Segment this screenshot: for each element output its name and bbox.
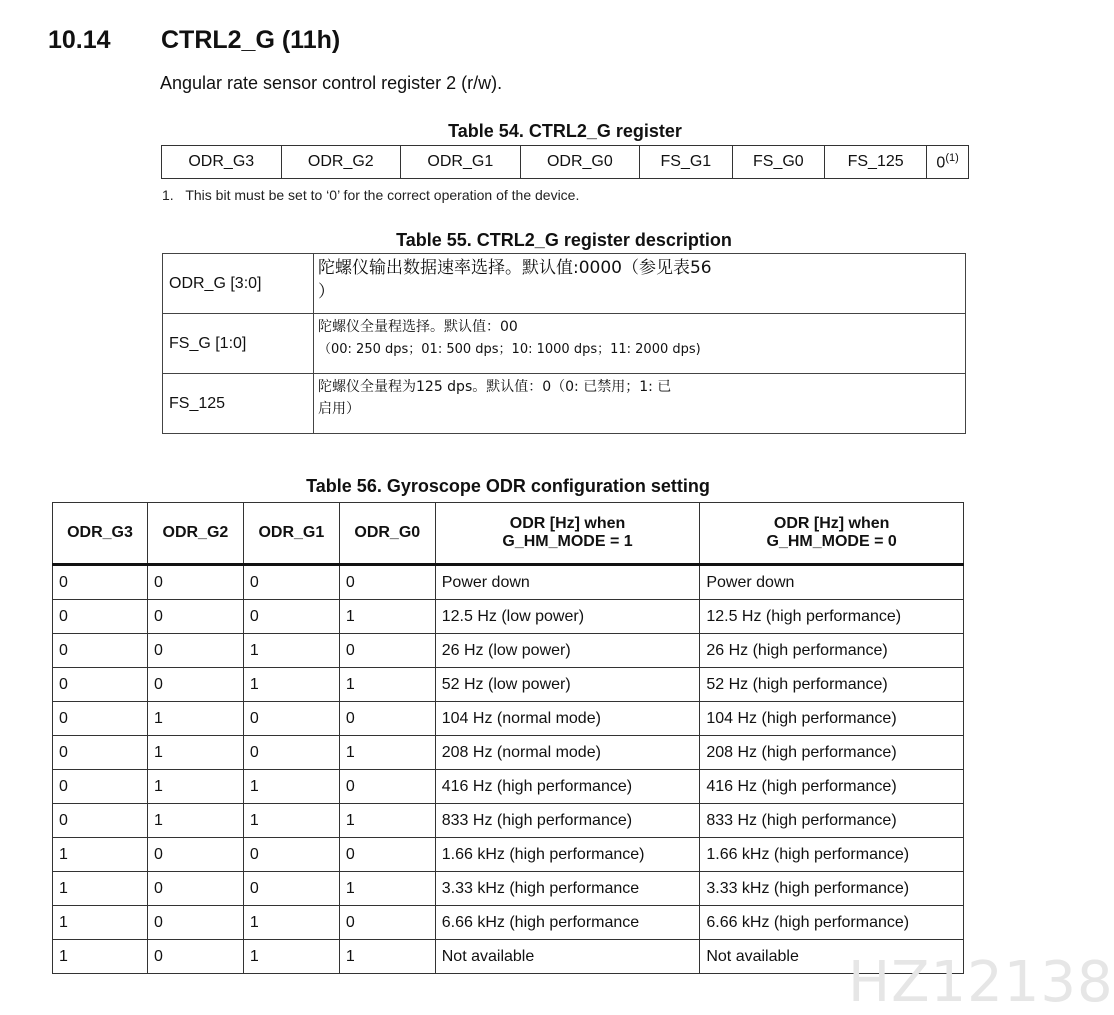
table-cell: 833 Hz (high performance) [700, 804, 964, 838]
table-cell: 1 [243, 634, 339, 668]
table-cell: 1 [53, 838, 148, 872]
table-cell: 1 [339, 940, 435, 974]
table-cell: 104 Hz (high performance) [700, 702, 964, 736]
description-line: ） [318, 282, 335, 302]
bit-cell: ODR_G1 [401, 146, 521, 179]
table-cell: 0 [243, 872, 339, 906]
table-row [163, 254, 966, 314]
description-line: 陀螺仪全量程选择。默认值：00 [318, 319, 518, 335]
table-cell: 1 [243, 906, 339, 940]
table-cell: 0 [147, 940, 243, 974]
description-line: 启用） [318, 401, 360, 417]
table-cell: Not available [435, 940, 700, 974]
table-row [163, 374, 966, 434]
table-cell: 0 [147, 838, 243, 872]
column-header: ODR_G3 [53, 503, 148, 565]
table-cell: 52 Hz (high performance) [700, 668, 964, 702]
table-cell: 0 [243, 702, 339, 736]
table-cell: 1 [339, 600, 435, 634]
section-title: CTRL2_G (11h) [161, 26, 341, 54]
table-cell: 0 [147, 565, 243, 600]
table-cell: 0 [339, 770, 435, 804]
field-name: FS_G [1:0] [163, 314, 314, 374]
table-cell: 0 [53, 770, 148, 804]
table-header-row [53, 503, 964, 565]
table-cell: 416 Hz (high performance) [435, 770, 700, 804]
table-cell: 208 Hz (normal mode) [435, 736, 700, 770]
table-row [53, 565, 964, 600]
odr-config-table [52, 502, 964, 974]
table-cell: Power down [435, 565, 700, 600]
table-cell: 1 [53, 940, 148, 974]
table-cell: 208 Hz (high performance) [700, 736, 964, 770]
table-cell: Not available [700, 940, 964, 974]
table-cell: 1 [243, 770, 339, 804]
table-cell: 1 [147, 702, 243, 736]
field-description [314, 254, 966, 314]
field-description [314, 374, 966, 434]
table-cell: 1 [339, 804, 435, 838]
table-row [53, 770, 964, 804]
table-cell: 0 [53, 804, 148, 838]
table-cell: 26 Hz (low power) [435, 634, 700, 668]
section-number: 10.14 [48, 26, 111, 54]
table-cell: 12.5 Hz (high performance) [700, 600, 964, 634]
table54-footnote: 1. This bit must be set to ‘0’ for the correct operation of the device. [162, 187, 580, 203]
table56-caption: Table 56. Gyroscope ODR configuration setting [306, 476, 710, 496]
bit-cell: FS_G1 [640, 146, 732, 179]
table-cell: 1 [339, 872, 435, 906]
table-cell: 0 [339, 838, 435, 872]
table-cell: 0 [339, 634, 435, 668]
table-cell: 0 [53, 634, 148, 668]
table-row [53, 906, 964, 940]
table-row [53, 634, 964, 668]
table-cell: 0 [53, 565, 148, 600]
table-cell: 1 [339, 736, 435, 770]
bit-cell: FS_125 [825, 146, 927, 179]
column-header: ODR_G1 [243, 503, 339, 565]
description-line: （00: 250 dps；01: 500 dps；10: 1000 dps；11: 2000 dps) [318, 342, 701, 357]
table-row [163, 314, 966, 374]
table-cell: 0 [53, 702, 148, 736]
table-cell: 833 Hz (high performance) [435, 804, 700, 838]
table-cell: 1 [243, 668, 339, 702]
column-header: ODR_G0 [339, 503, 435, 565]
table-cell: 0 [147, 906, 243, 940]
section-intro: Angular rate sensor control register 2 (r/w). [160, 73, 503, 93]
watermark: HZ12138 [848, 950, 1114, 1015]
bit-value: 0 [936, 154, 946, 172]
table-cell: 1 [147, 770, 243, 804]
table-cell: 3.33 kHz (high performance) [700, 872, 964, 906]
table-cell: 0 [243, 565, 339, 600]
table-cell: 1.66 kHz (high performance) [700, 838, 964, 872]
table-cell: 0 [243, 838, 339, 872]
table-cell: 0 [147, 634, 243, 668]
field-name: ODR_G [3:0] [163, 254, 314, 314]
bit-cell: ODR_G2 [281, 146, 401, 179]
table-row [53, 736, 964, 770]
table-cell: 0 [339, 702, 435, 736]
table-cell: 6.66 kHz (high performance) [700, 906, 964, 940]
bit-cell: FS_G0 [732, 146, 824, 179]
field-description [314, 314, 966, 374]
register-bit-table [161, 145, 969, 179]
table-cell: 3.33 kHz (high performance [435, 872, 700, 906]
table-cell: 0 [243, 736, 339, 770]
register-bit-row [162, 146, 969, 179]
table-cell: 6.66 kHz (high performance [435, 906, 700, 940]
table-cell: 0 [147, 872, 243, 906]
table-cell: 104 Hz (normal mode) [435, 702, 700, 736]
table-cell: 0 [53, 668, 148, 702]
bit-cell: ODR_G3 [162, 146, 282, 179]
field-name: FS_125 [163, 374, 314, 434]
table-cell: 0 [53, 736, 148, 770]
header-line: ODR [Hz] when [509, 515, 626, 532]
table-cell: 416 Hz (high performance) [700, 770, 964, 804]
table-row [53, 702, 964, 736]
table-cell: 1 [243, 804, 339, 838]
table-cell: 1 [339, 668, 435, 702]
table-row [53, 804, 964, 838]
header-line: G_HM_MODE = 0 [766, 533, 897, 550]
table55-caption: Table 55. CTRL2_G register description [396, 230, 732, 250]
column-header: ODR_G2 [147, 503, 243, 565]
table-row [53, 838, 964, 872]
header-line: ODR [Hz] when [773, 515, 890, 532]
description-line: 陀螺仪输出数据速率选择。默认值:0000（参见表56 [318, 258, 712, 278]
table-cell: 0 [243, 600, 339, 634]
table-cell: 1 [147, 736, 243, 770]
table-row [53, 872, 964, 906]
bit-cell: ODR_G0 [520, 146, 640, 179]
bit-cell-reserved [927, 146, 969, 179]
footnote-ref: (1) [945, 151, 959, 164]
table-row [53, 668, 964, 702]
column-header [435, 503, 700, 565]
table54-caption: Table 54. CTRL2_G register [448, 121, 682, 141]
table-cell: 1 [53, 906, 148, 940]
table-row [53, 600, 964, 634]
table-cell: 52 Hz (low power) [435, 668, 700, 702]
table-cell: 26 Hz (high performance) [700, 634, 964, 668]
column-header [700, 503, 964, 565]
register-description-table [162, 253, 966, 434]
header-line: G_HM_MODE = 1 [502, 533, 633, 550]
table-cell: 12.5 Hz (low power) [435, 600, 700, 634]
table-row [53, 940, 964, 974]
table-cell: 1 [53, 872, 148, 906]
description-line: 陀螺仪全量程为125 dps。默认值：0（0: 已禁用；1: 已 [318, 379, 672, 395]
table-cell: 1 [243, 940, 339, 974]
table-cell: 1.66 kHz (high performance) [435, 838, 700, 872]
table-cell: 1 [147, 804, 243, 838]
table-cell: 0 [339, 565, 435, 600]
table-cell: 0 [147, 600, 243, 634]
table-cell: 0 [53, 600, 148, 634]
table-cell: Power down [700, 565, 964, 600]
table-cell: 0 [339, 906, 435, 940]
table-cell: 0 [147, 668, 243, 702]
